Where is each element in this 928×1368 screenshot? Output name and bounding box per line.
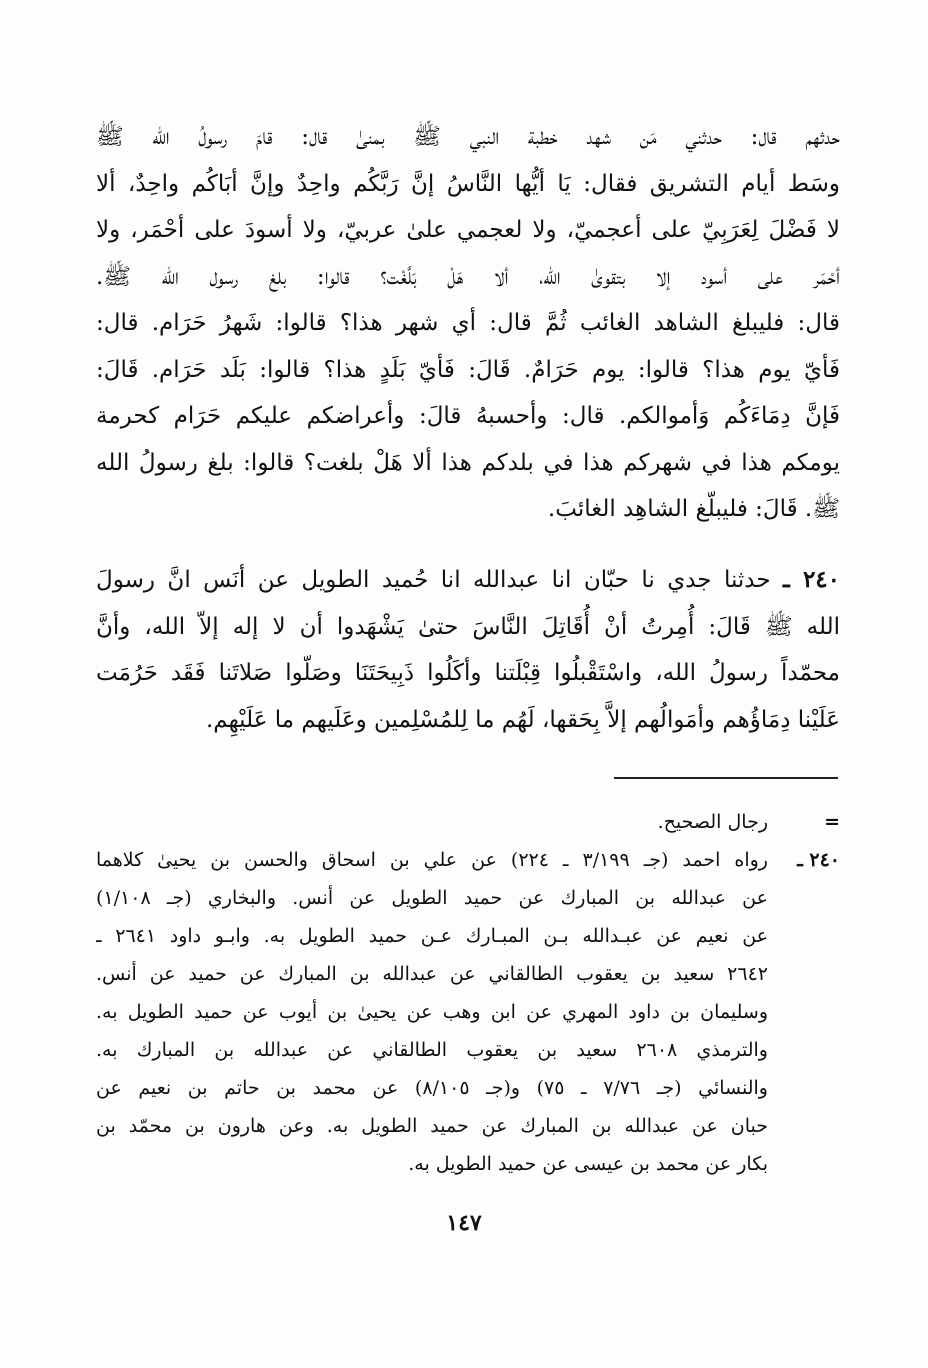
- text-line: عَلَيْنا دِمَاؤُهم وأمَوالُهم إلاَّ بِحَقها، لَهُم ما لِلمُسْلِمين وعَلَيهم ما عَلَيْهِم.: [205, 706, 840, 733]
- footnote-body: [96, 841, 768, 1183]
- text-line-first: [96, 557, 840, 604]
- footnote-line: رجال الصحيح.: [657, 811, 768, 833]
- text-line: ﷺ. قَالَ: فليبلّغ الشاهِد الغائبَ.: [547, 496, 840, 522]
- text-line: الله ﷺ قَالَ: أُمِرتُ أنْ أُقَاتِلَ النَّاسَ حتىٰ يَشْهَدوا أن لا إله إلاّ الله، وأنَّ: [96, 613, 840, 640]
- page-number: ١٤٧: [446, 1210, 482, 1236]
- text-line: قال: فليبلغ الشاهد الغائب ثُمَّ قال: أي شهر هذا؟ قالوا: شَهرُ حَرَام. قال:: [96, 310, 840, 336]
- text-line: يومكم هذا في شهركم هذا في بلدكم هذا ألا هَلْ بلغت؟ قالوا: بلغ رسولُ الله: [96, 449, 840, 476]
- hadith-paragraph-1: [96, 114, 840, 533]
- text-line: حدثهم قال: حدثني مَن شهد خطبة النبي ﷺ بمنىٰ قال: قامَ رسولُ الله ﷺ: [96, 124, 840, 150]
- footnote-continuation: [96, 803, 840, 841]
- footnote-line: رواه احمد (جـ ٣/١٩٩ ـ ٢٢٤) عن علي بن اسحاق والحسن بن يحيىٰ كلاهما: [96, 849, 768, 871]
- text-line: أحْمَر على أسود إلا بتقوىٰ الله، ألا هَلْ بَلَّغْت؟ قالوا: بلغ رسول الله ﷺ.: [96, 263, 840, 290]
- text-line: فَأيّ يوم هذا؟ قالوا: يوم حَرَامٌ. قَالَ: فَأيّ بَلَدٍ هذا؟ قالوا: بَلَد حَرَام. قَالَ:: [96, 356, 840, 383]
- text-line: وسَط أيام التشريق فقال: يَا أيُّها النَّاسُ إنَّ رَبَّكُم واحِدٌ وإنَّ أبَاكُم واحِدٌ، ألا: [96, 170, 840, 197]
- footnote-body: [96, 803, 768, 841]
- text-line-rest: حدثنا جدي نا حبّان انا عبدالله انا حُميد الطويل عن أنَس انَّ رسولَ: [96, 567, 771, 593]
- footnote-line: والنسائي (جـ ٧/٧٦ ـ ٧٥) و(جـ ٨/١٠٥) عن محمد بن حاتم بن نعيم عن: [96, 1077, 768, 1099]
- footnote-marker: ٢٤٠ ـ: [797, 849, 840, 871]
- footnote-line: وسليمان بن داود المهري عن ابن وهب عن يحيىٰ بن أيوب عن حميد الطويل به.: [96, 1001, 768, 1023]
- footnote-separator: [614, 777, 838, 779]
- footnote-marker: =: [824, 811, 840, 833]
- footnote-240: [96, 841, 840, 1183]
- footnote-line: والترمذي ٢٦٠٨ سعيد بن يعقوب الطالقاني عن عبدالله بن المبارك به.: [96, 1039, 768, 1061]
- hadith-number: ٢٤٠ ـ: [783, 566, 840, 593]
- footnote-line: ٢٦٤٢ سعيد بن يعقوب الطالقاني عن عبدالله بن المبارك عن حميد عن أنس.: [96, 963, 768, 985]
- footnote-line: بكار عن محمد بن عيسى عن حميد الطويل به.: [408, 1153, 768, 1175]
- footnote-line: عن نعيم عن عبـدالله بـن المبـارك عـن حميد الطويل به. وابـو داود ٢٦٤١ ـ: [96, 925, 768, 947]
- text-line: لا فَضْلَ لِعَرَبِيّ على أعجميّ، ولا لعجمي علىٰ عربيّ، ولا أسودَ على أحْمَر، ولا: [96, 217, 840, 243]
- hadith-paragraph-240: [96, 557, 840, 743]
- footnote-line: عن عبدالله بن المبارك عن حميد الطويل عن أنس. والبخاري (جـ ١/١٠٨): [96, 887, 768, 909]
- text-line: محمّداً رسولُ الله، واسْتَقْبلُوا قِبْلَتنا وأكَلُوا ذَبِيحَتَنَا وصَلّوا صَلاتَنا فَقَد حَرُمَت: [96, 660, 840, 686]
- footnotes: [96, 803, 840, 1183]
- text-line: فَإنَّ دِمَاءَكُم وَأموالكم. قال: وأحسبهُ قالَ: وأعراضكم عليكم حَرَام كحرمة: [96, 403, 840, 429]
- footnote-line: حبان عن عبدالله بن المبارك عن حميد الطويل به. وعن هارون بن محمّد بن: [96, 1115, 768, 1137]
